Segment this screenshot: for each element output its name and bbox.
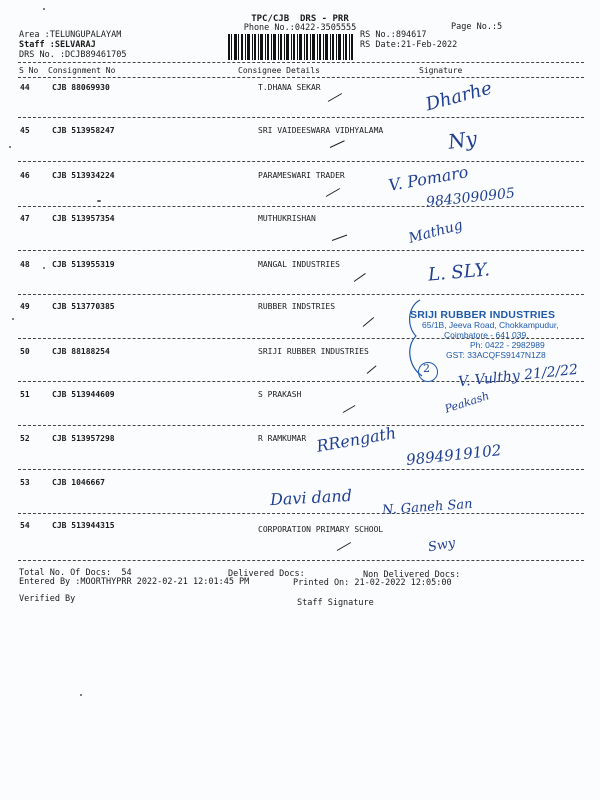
row-divider [18,425,584,426]
non-delivered-docs: Non Delivered Docs: [363,570,461,580]
signature-row-44: Dharhe [423,77,495,116]
company-stamp [410,310,596,370]
stamp-company-name: SRIJI RUBBER INDUSTRIES [410,309,556,321]
row-consignee: R RAMKUMAR [258,434,307,443]
row-consignment: CJB 1046667 [52,478,105,487]
row-consignment: CJB 513958247 [52,126,115,135]
phone-row-52: 9894919102 [405,441,503,469]
row-divider [18,250,584,251]
row-sno: 44 [20,83,30,92]
row-consignment: CJB 513957298 [52,434,115,443]
signature-row-54: Swy [426,535,457,556]
area-label: Area :TELUNGUPALAYAM [19,30,122,40]
row-consignment: CJB 513957354 [52,214,115,223]
row-consignee: RUBBER INDSTRIES [258,302,336,311]
stamp-circle-number: 2 [423,362,430,375]
row-sno: 46 [20,171,30,180]
row-consignee: SRI VAIDEESWARA VIDHYALAMA [258,126,384,135]
row-divider [18,560,584,561]
stamp-gst: GST: 33ACQFS9147N1Z8 [446,350,546,360]
signature-row-53-b: N. Ganeh San [381,496,473,519]
row-sno: 45 [20,126,30,135]
staff-signature: Staff Signature [297,598,374,608]
header-divider-bottom [18,77,584,78]
row-consignee: CORPORATION PRIMARY SCHOOL [258,525,384,534]
row-consignment: CJB 513944315 [52,521,115,530]
pen-mark [354,273,366,282]
stamp-phone: Ph: 0422 - 2982989 [470,340,545,350]
row-consignee: SRIJI RUBBER INDUSTRIES [258,347,369,356]
row-consignee: S PRAKASH [258,390,302,399]
phone-number: Phone No.:0422-3505555 [243,23,357,33]
row-consignee: MUTHUKRISHAN [258,214,316,223]
row-sno: 52 [20,434,30,443]
pen-mark [326,188,340,197]
scan-speck [9,146,11,148]
row-consignment: CJB 513944609 [52,390,115,399]
row-consignee: MANGAL INDUSTRIES [258,260,340,269]
stamp-address-line2: Coimbatore - 641 039, [444,330,529,340]
row-consignment: CJB 88188254 [52,347,110,356]
signature-row-48: L. SLY. [427,259,491,286]
total-docs: Total No. Of Docs: 54 [19,568,132,578]
rs-number: RS No.:894617 [360,30,427,40]
signature-row-53-a: Davi dand [269,485,353,510]
row-sno: 54 [20,521,30,530]
row-consignee: PARAMESWARI TRADER [258,171,345,180]
stamp-address-line1: 65/1B, Jeeva Road, Chokkampudur, [422,320,559,330]
printed-on: Printed On: 21-02-2022 12:05:00 [293,578,452,588]
col-consignee: Consignee Details [238,66,320,75]
signature-row-50: V. Vulthy 21/2/22 [457,361,579,391]
pen-mark [328,93,342,102]
row-sno: 51 [20,390,30,399]
page-number: Page No.:5 [451,22,503,32]
document-title: TPC/CJB DRS - PRR [251,14,349,24]
row-sno: 50 [20,347,30,356]
row-divider [18,513,584,514]
col-sno: S No [19,66,39,75]
row-consignee: T.DHANA SEKAR [258,83,321,92]
pen-mark [330,140,345,148]
signature-row-47: Mathug [406,217,465,247]
barcode-image [228,34,353,60]
pen-mark [337,542,351,551]
rs-date: RS Date:21-Feb-2022 [360,40,458,50]
scan-speck [43,8,45,10]
scan-speck [12,318,14,320]
signature-row-52: RRengath [314,423,398,456]
pen-mark [363,317,374,327]
scan-speck [43,267,45,269]
row-sno: 47 [20,214,30,223]
row-divider [18,206,584,207]
signature-row-46: V. Pomaro [386,162,470,195]
row-consignment: CJB 88069930 [52,83,110,92]
verified-by: Verified By [19,594,76,604]
pen-mark [343,405,356,413]
row-divider [18,117,584,118]
row-divider [18,294,584,295]
row-divider [18,161,584,162]
scan-speck [97,200,101,202]
staff-label: Staff :SELVARAJ [19,40,96,50]
row-divider [18,469,584,470]
col-consignment: Consignment No [48,66,116,75]
pen-mark [367,365,377,373]
delivered-docs: Delivered Docs: [228,569,305,579]
row-sno: 49 [20,302,30,311]
row-consignment: CJB 513934224 [52,171,115,180]
row-sno: 53 [20,478,30,487]
phone-row-46: 9843090905 [425,185,516,211]
row-consignment: CJB 513955319 [52,260,115,269]
drs-number: DRS No. :DCJB89461705 [19,50,127,60]
entered-by: Entered By :MOORTHYPRR 2022-02-21 12:01:45 PM [19,577,250,587]
row-sno: 48 [20,260,30,269]
signature-row-51: Peakash [443,389,491,416]
scan-speck [80,694,82,696]
signature-row-45: Ny [446,126,479,154]
row-consignment: CJB 513770385 [52,302,115,311]
pen-mark [332,235,347,241]
header-divider-top [18,62,584,63]
col-signature: Signature [419,66,463,75]
